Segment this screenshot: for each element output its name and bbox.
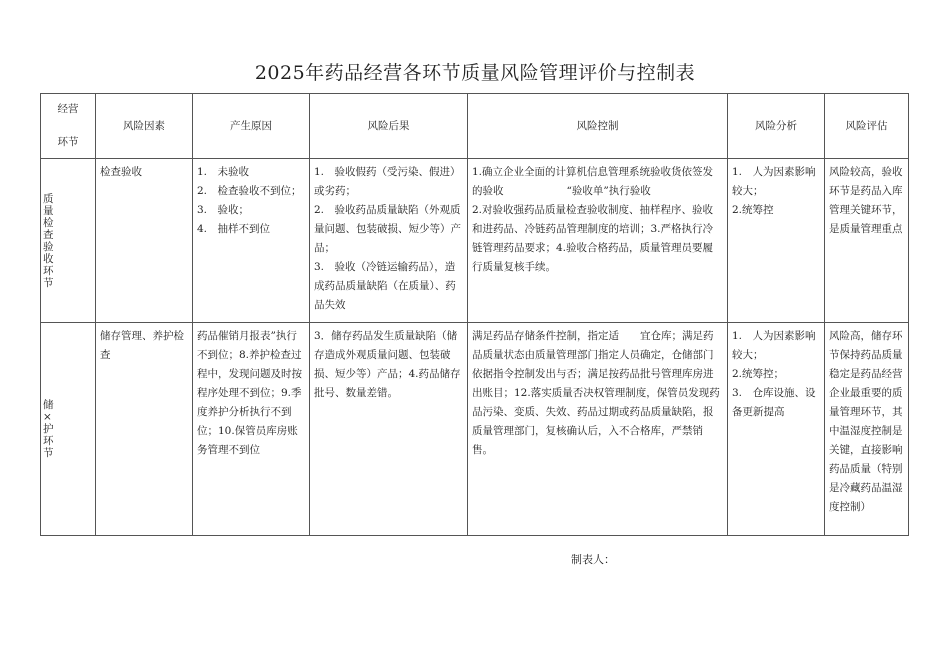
header-risk-factor: 风险因素	[96, 94, 193, 159]
analysis-cell: 1. 人为因素影响较大； 2.统筹控； 3. 仓库设施、设备更新提高	[728, 323, 825, 536]
evaluation-cell: 风险高，储存环节保持药品质量稳定是药品经营企业最重要的质量管理环节，其中温湿度控制是关键，直接影响药品质量（特别是冷藏药品温湿度控制）	[825, 323, 909, 536]
factor-cell: 检查验收	[96, 159, 193, 323]
stage-label: 质量检查验收环节	[43, 192, 54, 289]
cause-cell: 1. 未验收 2. 检查验收不到位； 3. 验收； 4. 抽样不到位	[193, 159, 310, 323]
header-stage-line2: 环节	[57, 136, 79, 148]
header-stage-line1: 经营	[57, 103, 79, 115]
stage-cell	[41, 323, 96, 536]
control-cell: 满足药品存储条件控制，指定适 宜仓库；满足药品质量状态由质量管理部门指定人员确定，仓储部门依据指令控制发出与否；满足按药品批号管理库房进出账目；12.落实质量否决权管理制度，保管员发现药品污染、变质、失效、药品过期或药品质量缺陷，报质量管理部门，复核确认后，入不合格库，严禁销售。	[468, 323, 728, 536]
header-cause: 产生原因	[193, 94, 310, 159]
table-maker-label: 制表人：	[571, 553, 615, 566]
risk-table	[40, 93, 909, 536]
factor-cell: 储存管理、养护检查	[96, 323, 193, 536]
header-consequence: 风险后果	[310, 94, 468, 159]
header-evaluation: 风险评估	[825, 94, 909, 159]
stage-label: 储×护环节	[43, 399, 54, 459]
analysis-cell: 1. 人为因素影响较大； 2.统筹控	[728, 159, 825, 323]
page-title: 2025年药品经营各环节质量风险管理评价与控制表	[254, 62, 696, 84]
cause-cell: 药品催销月报表”执行不到位；8.养护检查过程中，发现问题及时按程序处理不到位；9.季度养护分析执行不到位；10.保管员库房账务管理不到位	[193, 323, 310, 536]
evaluation-cell: 风险较高，验收环节是药品入库管理关键环节，是质量管理重点	[825, 159, 909, 323]
header-analysis: 风险分析	[728, 94, 825, 159]
consequence-cell: 1. 验收假药（受污染、假进）或劣药； 2. 验收药品质量缺陷（外观质量问题、包装破损、短少等）产品； 3. 验收（冷链运输药品），造成药品质量缺陷（在质量）、药品失效	[310, 159, 468, 323]
header-stage	[41, 94, 96, 159]
table-row	[41, 159, 909, 323]
consequence-cell: 3．储存药品发生质量缺陷（储存造成外观质量问题、包装破损、短少等）产品；4.药品储存批号、数量差错。	[310, 323, 468, 536]
header-control: 风险控制	[468, 94, 728, 159]
stage-cell	[41, 159, 96, 323]
control-cell: 1.确立企业全面的计算机信息管理系统验收货依签发的验收 “验收单”执行验收 2.对验收强药品质量检查验收制度、抽样程序、验收和进药品、冷链药品管理制度的培训；3.严格执行冷链管理药品要求；4.验收合格药品，质量管理员要履行质量复核手续。	[468, 159, 728, 323]
table-row	[41, 323, 909, 536]
table-header-row	[41, 94, 909, 159]
